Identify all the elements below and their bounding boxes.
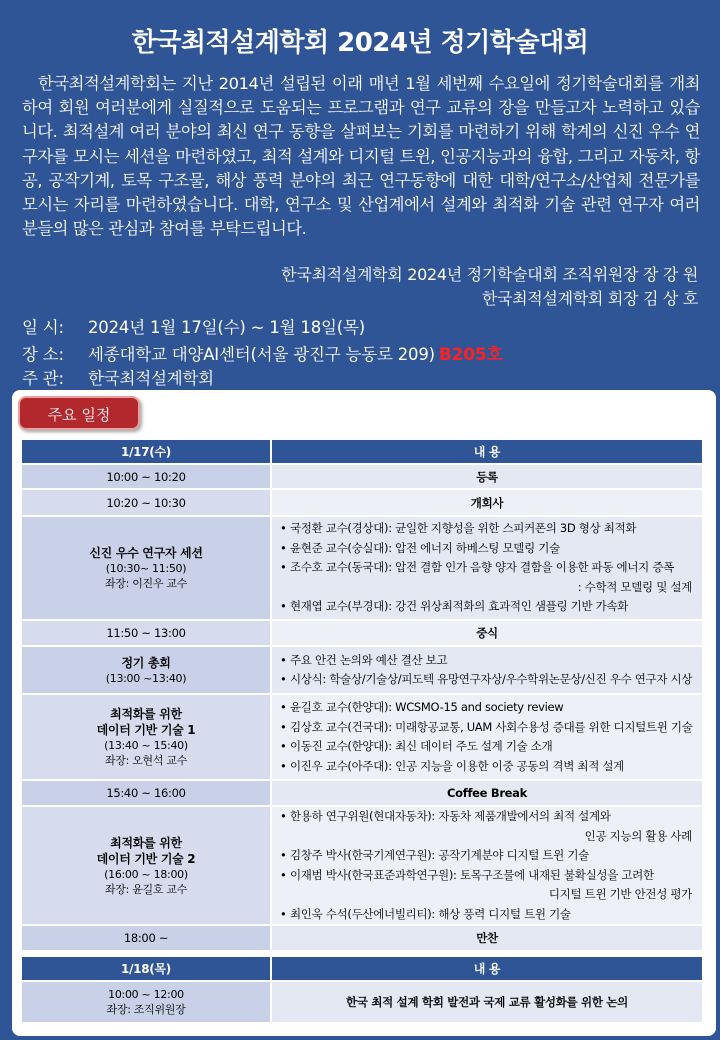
list-item: • 최인욱 수석(두산에너빌리티): 해상 풍력 디지털 트윈 기술: [280, 906, 571, 921]
row-content: 만찬: [271, 925, 703, 951]
row-content: Coffee Break: [271, 780, 703, 806]
session-time: (16:00 ~ 18:00): [104, 867, 188, 881]
schedule-table-day1: [20, 438, 704, 952]
session-time: (13:00 ~13:40): [105, 671, 187, 685]
session-chair: 좌장: 윤길호 교수: [104, 882, 188, 896]
list-item: • 한용하 연구위원(현대자동차): 자동차 제품개발에서의 최적 설계와: [280, 809, 611, 823]
session-cell: [21, 516, 271, 620]
session-cell: [21, 806, 271, 925]
list-item: • 조수호 교수(동국대): 압전 결함 인가 음향 양자 결함을 이용한 파동 에너지 증폭: [280, 560, 674, 575]
intro-paragraph: 한국최적설계학회는 지난 2014년 설립된 이래 매년 1월 세번째 수요일에 정기학술대회를 개최하여 회원 여러분에게 실질적으로 도움되는 프로그램과 연구 교류의 장을 만들고자 노력하고 있습니다. 최적설계 여러 분야의 최신 연구 동향을 살펴보는 기회를 마련하기 위해 학계의 신진 우수 연구자를 모시는 세션을 마련하였고, 최적 설계와 디지털 트윈, 인공지능과의 융합, 그리고 자동차, 항공, 공작기계, 토목 구조물, 해상 풍력 분야의 최근 연구동향에 대한 대학/연구소/산업체 전문가를 모시는 자리를 마련하였습니다. 대학, 연구소 및 산업계에서 설계와 최적화 기술 관련 연구자 여러분들의 많은 관심과 참여를 부탁드립니다.: [22, 74, 700, 239]
schedule-badge: 주요 일정: [18, 396, 140, 430]
table-row: [21, 780, 703, 806]
table-header: [21, 956, 703, 981]
session-title: 신진 우수 연구자 세션: [89, 546, 203, 560]
list-item: • 김창주 박사(한국기계연구원): 공작기계분야 디지털 트윈 기술: [280, 848, 589, 862]
session-cell: [21, 646, 271, 694]
header-content: 내 용: [271, 439, 703, 464]
row-content: 중식: [271, 620, 703, 646]
session-time: (10:30~ 11:50): [105, 562, 187, 575]
row-time: 11:50 ~ 13:00: [21, 620, 271, 646]
session-chair: 좌장: 조직위원장: [106, 1003, 186, 1016]
list-item: • 김상호 교수(건국대): 미래항공교통, UAM 사회수용성 증대를 위한 디지털트윈 기술: [280, 719, 693, 734]
list-item: • 이동진 교수(한양대): 최신 데이터 주도 설계 기술 소개: [280, 739, 553, 753]
session-title: 최적화를 위한: [110, 707, 182, 721]
table-row: [21, 464, 703, 489]
table-row: [21, 489, 703, 516]
table-header: [21, 439, 703, 464]
list-item: • 윤현준 교수(숭실대): 압전 에너지 하베스팅 모델링 기술: [280, 540, 560, 555]
table-row: [21, 694, 703, 780]
session-items: [271, 806, 703, 925]
row-time: 10:00 ~ 10:20: [21, 464, 271, 489]
info-venue-value: 세종대학교 대양AI센터(서울 광진구 능동로 209): [88, 345, 435, 364]
table-row: [21, 806, 703, 925]
list-item: • 현재엽 교수(부경대): 강건 위상최적화의 효과적인 샘플링 기반 가속화: [280, 599, 629, 614]
session-title: 데이터 기반 기술 1: [96, 723, 196, 737]
signature-president: 한국최적설계학회 회장 김 상 호: [481, 289, 698, 308]
session-title: 최적화를 위한: [110, 835, 182, 850]
list-item-continuation: 인공 지능의 활용 사례: [584, 828, 692, 843]
info-host-label: 주 관:: [22, 369, 64, 388]
table-row: [21, 646, 703, 694]
session-time: 10:00 ~ 12:00: [108, 988, 184, 1001]
list-item-continuation: 디지털 트윈 기반 안전성 평가: [548, 887, 692, 901]
info-host-value: 한국최적설계학회: [88, 369, 214, 388]
list-item-continuation: : 수학적 모델링 및 설계: [577, 579, 692, 594]
session-chair: 좌장: 오현석 교수: [104, 754, 188, 767]
info-date-label: 일 시:: [22, 318, 64, 337]
list-item: • 시상식: 학술상/기술상/피도텍 유망연구자상/우수학위논문상/신진 우수 연구자 시상: [280, 672, 693, 686]
info-venue: [22, 340, 503, 365]
row-content: 개회사: [271, 489, 703, 516]
header-content: 내 용: [271, 956, 703, 981]
info-date-value: 2024년 1월 17일(수) ~ 1월 18일(목): [88, 318, 365, 337]
table-row: [21, 516, 703, 620]
row-time: 10:20 ~ 10:30: [21, 489, 271, 516]
header-date: 1/18(목): [21, 956, 271, 981]
session-chair: 좌장: 이진우 교수: [104, 577, 188, 590]
session-items: [271, 516, 703, 620]
session-time: (13:40 ~ 15:40): [104, 739, 188, 752]
signature-organizing-chair: 한국최적설계학회 2024년 정기학술대회 조직위원장 장 강 원: [281, 265, 698, 284]
list-item: • 이진우 교수(아주대): 인공 지능을 이용한 이중 공동의 격벽 최적 설계: [280, 758, 624, 773]
schedule-table-day2: [20, 955, 704, 1024]
session-title: 데이터 기반 기술 2: [96, 851, 196, 866]
list-item: • 주요 안건 논의와 예산 결산 보고: [280, 652, 448, 667]
session-title: 정기 총회: [121, 655, 171, 670]
info-host: [22, 365, 214, 389]
row-content: 한국 최적 설계 학회 발전과 국제 교류 활성화를 위한 논의: [271, 981, 703, 1023]
list-item: • 이재범 박사(한국표준과학연구원): 토목구조물에 내재된 불확실성을 고려한: [280, 867, 654, 882]
info-venue-label: 장 소:: [22, 345, 64, 364]
table-row: [21, 981, 703, 1023]
row-time: 15:40 ~ 16:00: [21, 780, 271, 806]
row-content: 등록: [271, 464, 703, 489]
info-date: [22, 314, 365, 338]
session-items: [271, 694, 703, 780]
table-row: [21, 925, 703, 951]
row-time: 18:00 ~: [21, 925, 271, 951]
session-cell: [21, 694, 271, 780]
list-item: • 윤길호 교수(한양대): WCSMO-15 and society review: [280, 700, 564, 714]
header-date: 1/17(수): [21, 439, 271, 464]
table-row: [21, 620, 703, 646]
page-title: 한국최적설계학회 2024년 정기학술대회: [131, 28, 589, 58]
session-items: [271, 646, 703, 694]
info-room: B205호: [438, 345, 503, 365]
session-cell: [21, 981, 271, 1023]
list-item: • 국정환 교수(경상대): 균일한 지향성을 위한 스피커폰의 3D 형상 최적화: [280, 521, 637, 536]
